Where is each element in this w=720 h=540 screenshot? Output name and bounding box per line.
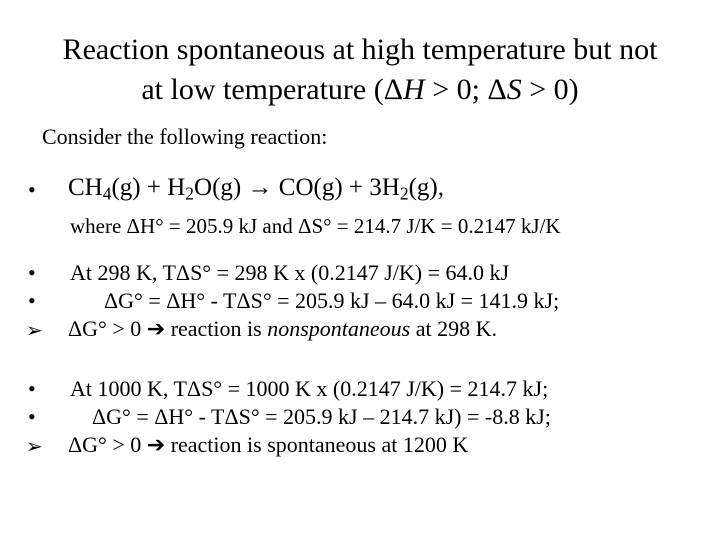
bullet-dot: • [28, 177, 36, 202]
title-line-2: at low temperature (ΔH > 0; ΔS > 0) [141, 73, 579, 106]
right-arrow-icon: ➔ [146, 316, 166, 341]
bullet-dot: • [28, 376, 36, 401]
title-line-1: Reaction spontaneous at high temperature but not [62, 33, 658, 66]
arrow-bullet-icon: ➢ [26, 320, 43, 342]
where-line: where ΔH° = 205.9 kJ and ΔS° = 214.7 J/K = 0.2147 kJ/K [70, 214, 561, 238]
block1-line2: ΔG° = ΔH° - TΔS° = 205.9 kJ – 64.0 kJ = 141.9 kJ; [104, 288, 560, 313]
bullet-dot: • [28, 404, 36, 429]
bullet-dot: • [28, 288, 36, 313]
block2-line2: ΔG° = ΔH° - TΔS° = 205.9 kJ – 214.7 kJ) = -8.8 kJ; [92, 404, 551, 429]
slide-title [0, 30, 720, 110]
block2-line3: ΔG° > 0 ➔ reaction is spontaneous at 1200 K [68, 432, 469, 457]
right-arrow-icon: ➔ [146, 432, 166, 457]
block1-line1: At 298 K, TΔS° = 298 K x (0.2147 J/K) = 64.0 kJ [70, 260, 510, 285]
block2-line1: At 1000 K, TΔS° = 1000 K x (0.2147 J/K) = 214.7 kJ; [70, 376, 549, 401]
arrow-bullet-icon: ➢ [26, 436, 43, 458]
reaction-arrow-icon: → [247, 174, 273, 201]
intro-text: Consider the following reaction: [42, 124, 328, 149]
block1-line3: ΔG° > 0 ➔ reaction is nonspontaneous at 298 K. [68, 316, 497, 341]
reaction-equation: $CH_4(g) + H_2O(g) \to CO(g) + 3H_2(g)$, [68, 174, 444, 204]
bullet-dot: • [28, 260, 36, 285]
